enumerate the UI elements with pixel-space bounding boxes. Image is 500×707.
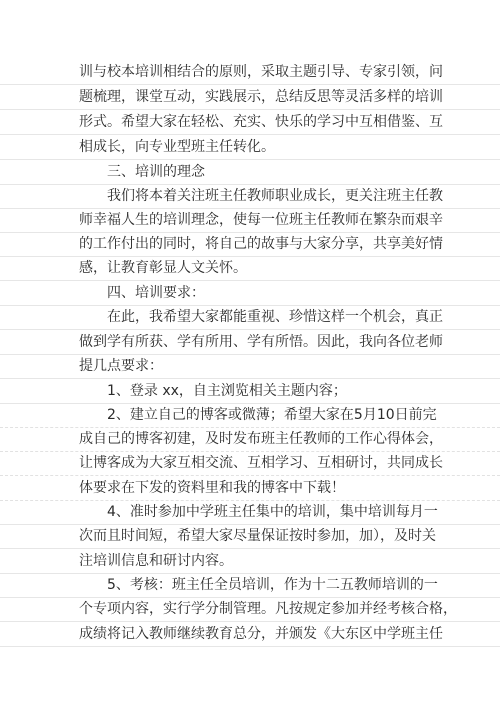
line-text: 的工作付出的同时，将自己的故事与大家分享，共享美好情 xyxy=(79,236,443,252)
line-text: 成绩将记入教师继续教育总分，并颁发《大东区中学班主任 xyxy=(79,626,443,642)
line-text: 感，让教育彰显人文关怀。 xyxy=(79,260,247,276)
line-text: 2、建立自己的博客或微薄；希望大家在5月10日前完 xyxy=(107,407,437,423)
text-line xyxy=(0,208,500,233)
line-text: 4、准时参加中学班主任集中的培训，集中培训每月一 xyxy=(107,504,438,520)
line-text: 次而且时间短，希望大家尽量保证按时参加，加），及时关 xyxy=(79,528,436,544)
text-line xyxy=(0,379,500,404)
line-text: 提几点要求： xyxy=(79,358,163,374)
line-text: 个专项内容，实行学分制管理。凡按规定参加并经考核合格， xyxy=(79,601,457,617)
text-line xyxy=(0,184,500,209)
text-line xyxy=(0,573,500,598)
line-text: 师幸福人生的培训理念，使每一位班主任教师在繁杂而艰辛 xyxy=(79,212,443,228)
text-line xyxy=(0,256,500,281)
line-text: 让博客成为大家互相交流、互相学习、互相研讨，共同成长 xyxy=(79,455,443,471)
text-line xyxy=(0,85,500,110)
text-line xyxy=(0,281,500,306)
text-line xyxy=(0,500,500,525)
line-text: 1、登录 xx，自主浏览相关主题内容； xyxy=(107,383,347,399)
text-line xyxy=(0,622,500,647)
text-line xyxy=(0,403,500,428)
line-text: 注培训信息和研讨内容。 xyxy=(79,553,233,569)
text-line xyxy=(0,476,500,501)
text-line xyxy=(0,135,500,160)
line-text: 做到学有所获、学有所用、学有所悟。因此，我向各位老师 xyxy=(79,334,443,350)
text-line xyxy=(0,330,500,355)
line-text: 在此，我希望大家都能重视、珍惜这样一个机会，真正 xyxy=(107,309,443,325)
line-text: 我们将本着关注班主任教师职业成长，更关注班主任教 xyxy=(107,188,443,204)
line-text: 体要求在下发的资料里和我的博客中下载！ xyxy=(79,480,345,496)
line-text: 题梳理，课堂互动，实践展示，总结反思等灵活多样的培训 xyxy=(79,89,443,105)
line-text: 相成长，向专业型班主任转化。 xyxy=(79,139,275,155)
text-line xyxy=(0,305,500,330)
line-text: 5、考核：班主任全员培训，作为十二五教师培训的一 xyxy=(107,577,438,593)
section-heading: 四、培训要求： xyxy=(107,285,205,301)
text-line xyxy=(0,597,500,622)
line-text: 训与校本培训相结合的原则，采取主题引导、专家引领，问 xyxy=(79,64,443,80)
text-line xyxy=(0,232,500,257)
text-line xyxy=(0,160,500,185)
line-text: 形式。希望大家在轻松、充实、快乐的学习中互相借鉴、互 xyxy=(79,114,443,130)
text-line xyxy=(0,451,500,476)
text-line xyxy=(0,549,500,574)
text-line xyxy=(0,110,500,135)
section-heading: 三、培训的理念 xyxy=(107,164,205,180)
text-line xyxy=(0,427,500,452)
text-line xyxy=(0,524,500,549)
text-line xyxy=(0,354,500,379)
line-text: 成自己的博客初建，及时发布班主任教师的工作心得体会， xyxy=(79,431,443,447)
text-line xyxy=(0,60,500,85)
